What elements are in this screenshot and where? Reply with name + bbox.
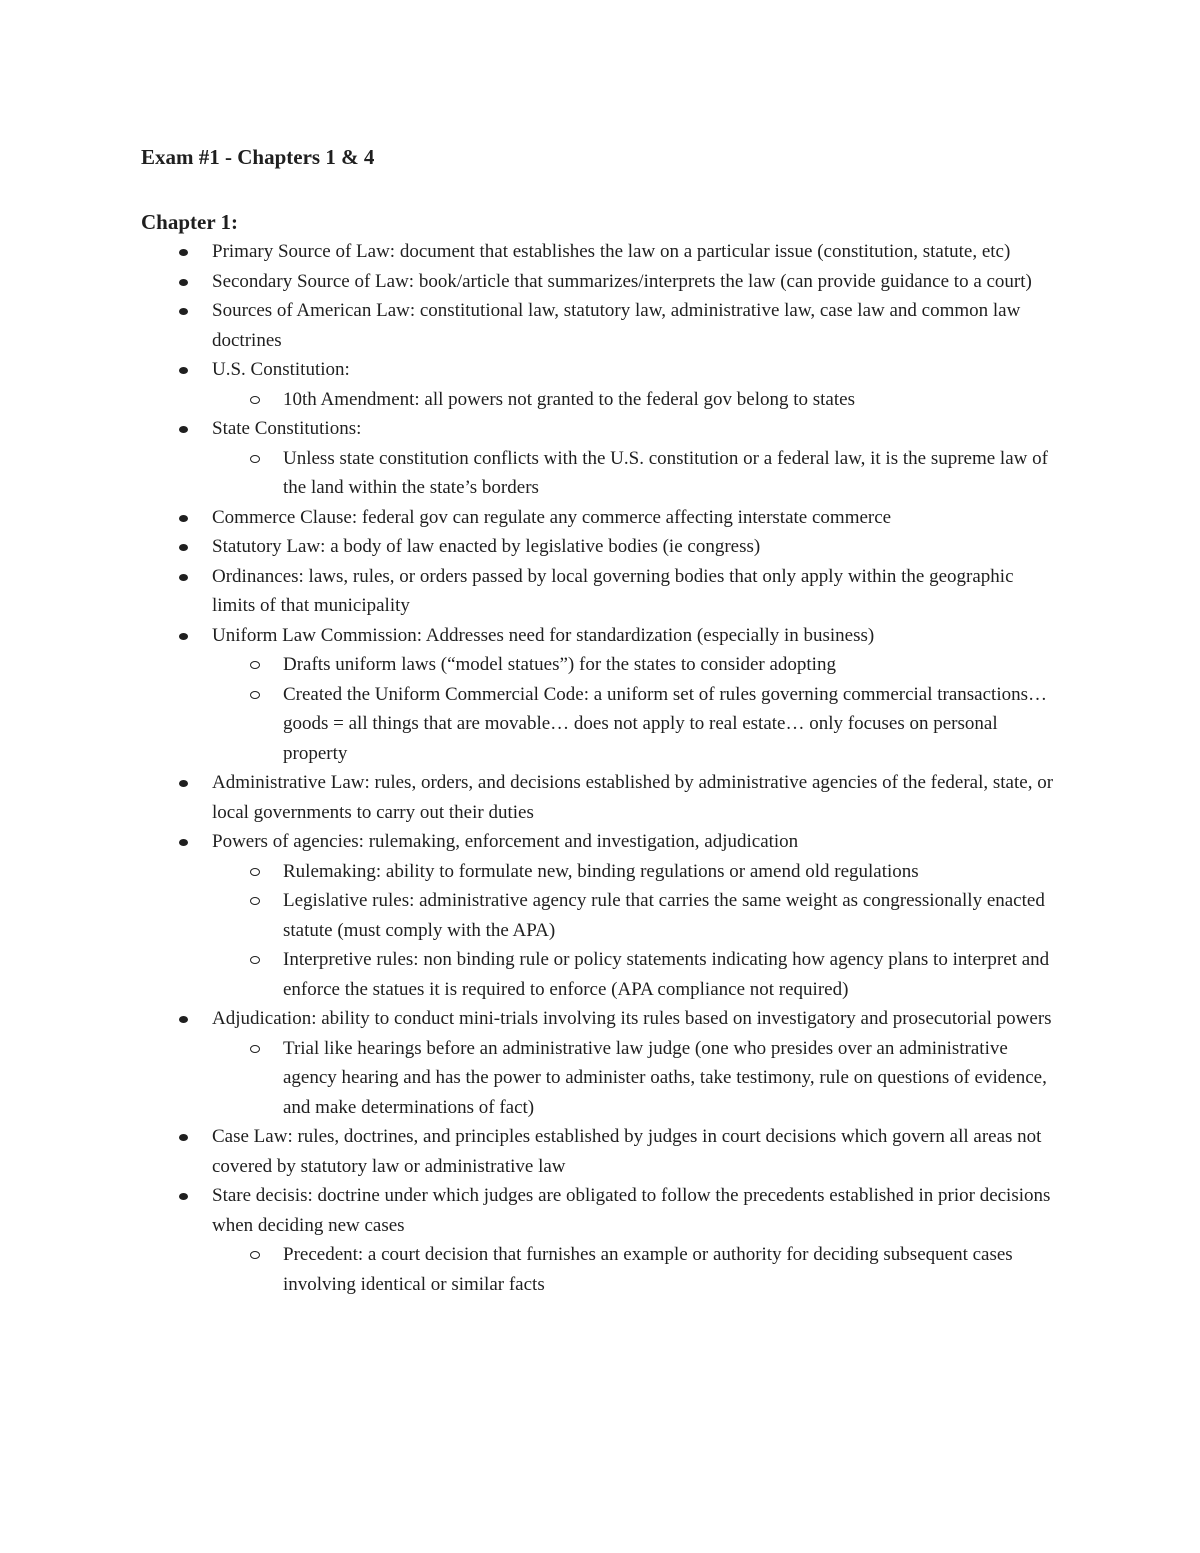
list-item-text: Powers of agencies: rulemaking, enforcement and investigation, adjudication [212,831,799,852]
bullet-icon [179,308,188,315]
list-item [141,237,1061,267]
sub-list-item-text: Unless state constitution conflicts with the U.S. constitution or a federal law, it is the supreme law of the land within the state’s borders [283,447,1048,498]
hollow-bullet-icon [250,396,260,404]
bullet-icon [179,839,188,846]
title-spacer [141,173,1061,207]
bullet-icon [179,426,188,433]
list-item [141,532,1061,562]
list-item-text: Commerce Clause: federal gov can regulate any commerce affecting interstate commerce [212,506,892,528]
bullet-icon [179,574,188,581]
sub-list-item [212,650,1061,680]
list-item [141,503,1061,533]
hollow-bullet-icon [250,455,260,463]
list-item [141,355,1061,414]
list-item [141,414,1061,503]
hollow-bullet-icon [250,956,260,964]
bullet-icon [179,1016,188,1023]
list-item-text: Sources of American Law: constitutional law, statutory law, administrative law, case law and common law doctrines [212,300,1021,351]
list-item [141,1181,1061,1299]
list-item-text: State Constitutions: [212,418,362,439]
document-title: Exam #1 - Chapters 1 & 4 [141,145,375,169]
bullet-icon [179,1134,188,1141]
hollow-bullet-icon [250,897,260,905]
sub-list-item-text: 10th Amendment: all powers not granted to the federal gov belong to states [283,388,855,410]
bullet-icon [179,1193,188,1200]
sub-list-item [212,945,1061,1004]
list-item-text: Secondary Source of Law: book/article that summarizes/interprets the law (can provide guidance to a court) [212,270,1032,292]
sub-list-item [212,886,1061,945]
list-item [141,1004,1061,1122]
sub-list-item-text: Drafts uniform laws (“model statues”) for the states to consider adopting [283,654,836,675]
sub-list-item-text: Rulemaking: ability to formulate new, binding regulations or amend old regulations [283,860,919,882]
list-item [141,621,1061,769]
sub-list-item [212,857,1061,887]
bullet-icon [179,544,188,551]
hollow-bullet-icon [250,1045,260,1053]
bullet-icon [179,279,188,286]
sub-list-item [212,444,1061,503]
hollow-bullet-icon [250,868,260,876]
bullet-icon [179,780,188,787]
list-item [141,562,1061,621]
sub-list [212,1034,1061,1123]
hollow-bullet-icon [250,1251,260,1259]
sub-list-item-text: Trial like hearings before an administrative law judge (one who presides over an administrative agency hearing and has the power to administer oaths, take testimony, rule on questions of evidence, and make determinations of fact) [283,1037,1047,1118]
sub-list-item-text: Legislative rules: administrative agency rule that carries the same weight as congressionally enacted statute (must comply with the APA) [283,890,1045,941]
bullet-icon [179,249,188,256]
sub-list-item [212,680,1061,769]
bullet-icon [179,367,188,374]
sub-list [212,857,1061,1005]
list-item-text: Administrative Law: rules, orders, and decisions established by administrative agencies of the federal, state, or local governments to carry out their duties [212,772,1054,823]
list-item-text: Case Law: rules, doctrines, and principles established by judges in court decisions which govern all areas not covered by statutory law or administrative law [212,1126,1042,1177]
sub-list-item [212,385,1061,415]
list-item-text: Uniform Law Commission: Addresses need for standardization (especially in business) [212,624,875,646]
list-item [141,296,1061,355]
sub-list-item [212,1034,1061,1123]
list-item-text: U.S. Constitution: [212,359,350,380]
list-item [141,827,1061,1004]
list-item-text: Primary Source of Law: document that establishes the law on a particular issue (constitution, statute, etc) [212,241,1011,262]
hollow-bullet-icon [250,661,260,669]
list-item [141,267,1061,297]
hollow-bullet-icon [250,691,260,699]
list-item-text: Stare decisis: doctrine under which judges are obligated to follow the precedents established in prior decisions when deciding new cases [212,1185,1051,1236]
list-item-text: Ordinances: laws, rules, or orders passed by local governing bodies that only apply within the geographic limits of that municipality [212,565,1014,616]
bullet-icon [179,515,188,522]
sub-list [212,444,1061,503]
list-item-text: Statutory Law: a body of law enacted by legislative bodies (ie congress) [212,536,761,557]
sub-list-item-text: Created the Uniform Commercial Code: a uniform set of rules governing commercial transactions… goods = all things that are movable… does not apply to real estate… only focuses on personal property [283,683,1047,764]
sub-list-item [212,1240,1061,1299]
sub-list [212,1240,1061,1299]
list-item-text: Adjudication: ability to conduct mini-trials involving its rules based on investigatory and prosecutorial powers [212,1008,1052,1029]
sub-list-item-text: Precedent: a court decision that furnishes an example or authority for deciding subsequent cases involving identical or similar facts [283,1244,1013,1295]
sub-list [212,385,1061,415]
sub-list-item-text: Interpretive rules: non binding rule or policy statements indicating how agency plans to interpret and enforce the statues it is required to enforce (APA compliance not required) [283,949,1050,1000]
list-item [141,768,1061,827]
document-page [141,141,1061,1299]
list-item [141,1122,1061,1181]
notes-list [141,237,1061,1299]
sub-list [212,650,1061,768]
chapter-heading: Chapter 1: [141,210,239,234]
bullet-icon [179,633,188,640]
